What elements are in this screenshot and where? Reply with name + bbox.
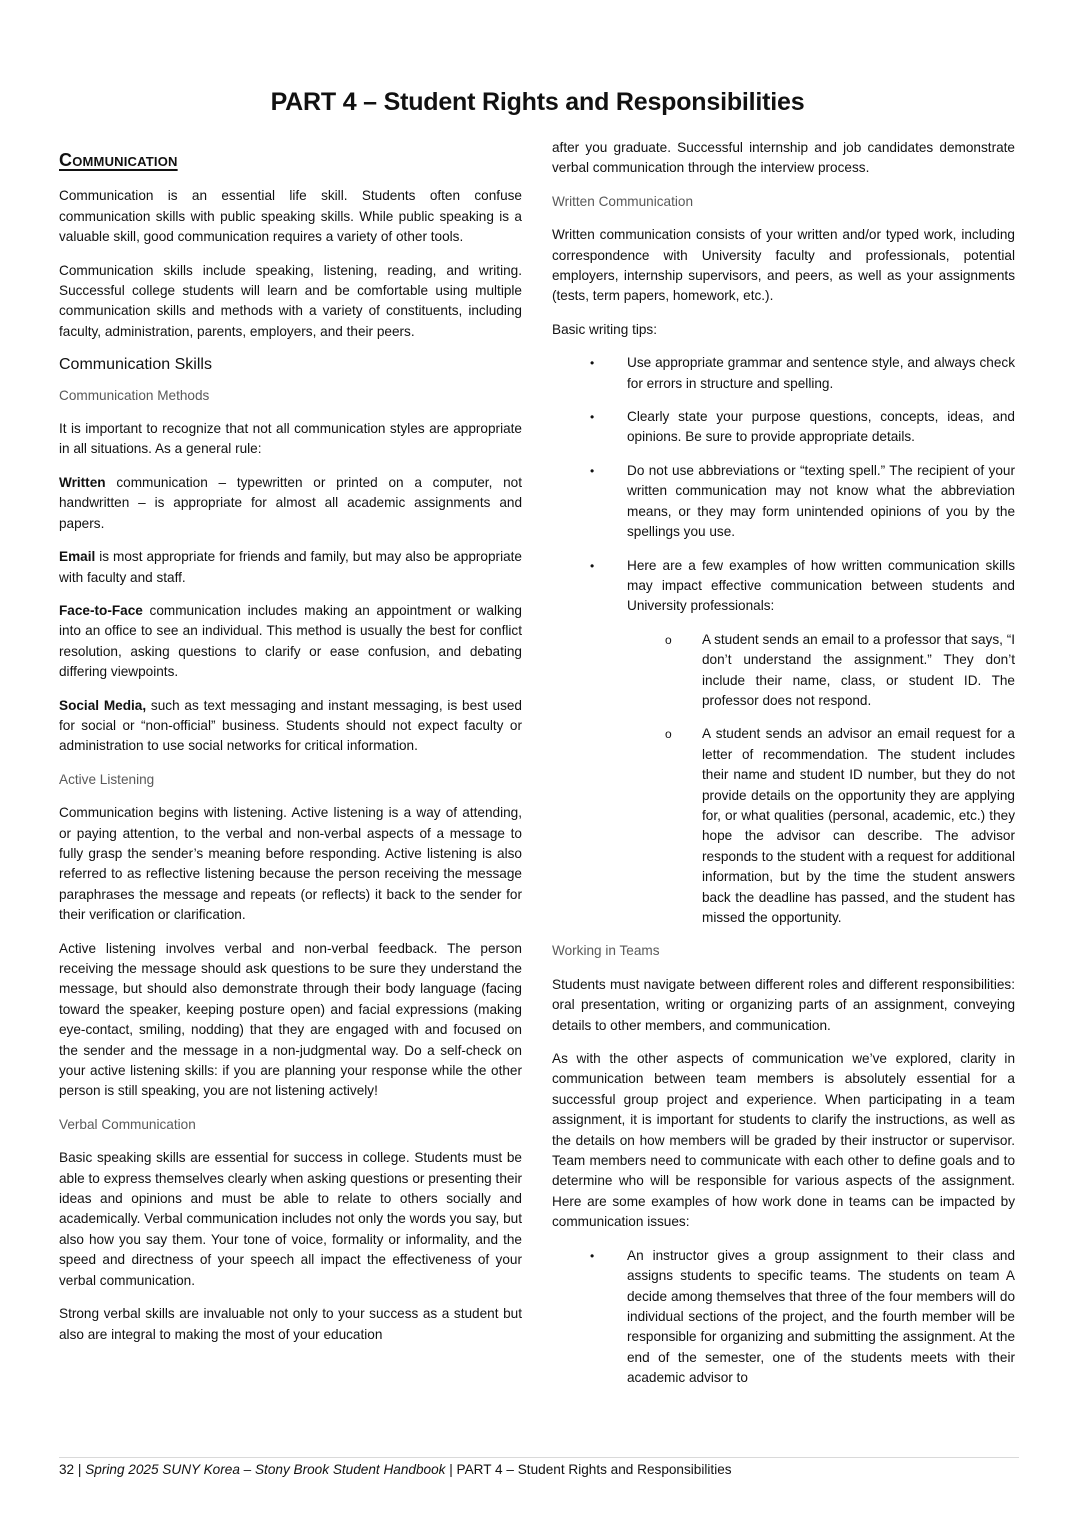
teams-paragraph-2: As with the other aspects of communication we’ve explored, clarity in communication between team members is absolutely essential for a successful group project and experience. When participating in a team assignment, it is important for students to clarify the instructions, as well as the details on how members will be graded by their instructor or supervisor. Team members need to communicate with each other to define goals and to determine who will be responsible for various aspects of the assignment. Here are some examples of how work done in teams can be impacted by communication issues: [552, 1051, 1015, 1230]
left-column [59, 138, 522, 1358]
method-term: Email [59, 549, 96, 565]
list-item-text: Do not use abbreviations or “texting spell.” The recipient of your written communication may not know what the abbreviation means, or they may form unintended opinions of you by the spellings you use. [627, 462, 1015, 540]
method-text: such as text messaging and instant messaging, is best used for social or “non-official” business. Students should not expect faculty or administration to use social networks for critical information. [59, 697, 522, 754]
method-term: Face-to-Face [59, 602, 143, 618]
method-social-media [59, 696, 522, 757]
list-item [552, 461, 1015, 543]
footer-section: PART 4 – Student Rights and Responsibilities [456, 1462, 732, 1477]
page-title: PART 4 – Student Rights and Responsibilities [270, 88, 805, 116]
intro-paragraph-1: Communication is an essential life skill. Students often confuse communication skills with public speaking skills. While public speaking is a valuable skill, good communication requires a variety of other tools. [59, 188, 522, 245]
sub-list-item-text: A student sends an advisor an email request for a letter of recommendation. The student includes their name and student ID number, but they do not provide details on the opportunity they are applying for, or what qualities (personal, academic, etc.) they hope the advisor can describe. The advisor responds to the student with a request for additional information, but by the time the student answers back the deadline has passed, and the student has missed the opportunity. [702, 726, 1015, 925]
verbal-paragraph-2-continued: after you graduate. Successful internship and job candidates demonstrate verbal communication through the interview process. [552, 140, 1015, 176]
bullet-icon: • [590, 558, 595, 573]
teams-paragraph-1: Students must navigate between different roles and different responsibilities: oral presentation, writing or organizing parts of an assignment, conveying details to other members, and communication. [552, 976, 1015, 1033]
footer-separator: | [74, 1462, 86, 1477]
list-item [552, 407, 1015, 448]
page-footer [59, 1457, 1019, 1477]
sub-list-item-text: A student sends an email to a professor that says, “I don’t understand the assignment.” They don’t include their name, class, or student ID. The professor does not respond. [702, 631, 1015, 708]
written-examples-list [627, 630, 1015, 929]
circle-bullet-icon: o [665, 632, 672, 647]
list-item-text: Here are a few examples of how written communication skills may impact effective communication between students and University professionals: [627, 557, 1015, 614]
sub-list-item [627, 724, 1015, 928]
method-face-to-face [59, 601, 522, 683]
verbal-paragraph-1: Basic speaking skills are essential for success in college. Students must be able to express themselves clearly when asking questions or presenting their ideas and opinions and must be able to relate to others socially and academically. Verbal communication includes not only the words you say, but also how you say them. Your tone of voice, formality or informality, and the speed and directness of your speech all impact the effectiveness of your verbal communication. [59, 1150, 522, 1288]
active-listening-paragraph-2: Active listening involves verbal and non-verbal feedback. The person receiving the message should ask questions to be sure they understand the message, but should also demonstrate through their body language (facing toward the speaker, keeping posture open) and facial expressions (making eye-contact, smiling, nodding) that they are engaged with and focused on the sender and the message in a non-judgmental way. Do a self-check on your active listening skills: if you are planning your response while the other person is still speaking, you are not listening actively! [59, 940, 522, 1099]
bullet-icon: • [590, 463, 595, 478]
verbal-paragraph-2: Strong verbal skills are invaluable not only to your success as a student but also are integral to making the most of your education [59, 1306, 522, 1342]
team-examples-list [552, 1246, 1015, 1389]
section-heading-communication: Communication [59, 150, 178, 170]
heading-verbal-communication: Verbal Communication [59, 1116, 196, 1132]
circle-bullet-icon: o [665, 727, 672, 742]
handbook-title: Spring 2025 SUNY Korea – Stony Brook Student Handbook [85, 1462, 446, 1477]
list-item [552, 1246, 1015, 1389]
list-item-text: Clearly state your purpose questions, concepts, ideas, and opinions. Be sure to provide appropriate details. [627, 409, 1015, 445]
method-written [59, 473, 522, 534]
method-email [59, 547, 522, 588]
method-term: Social Media, [59, 697, 147, 713]
bullet-icon: • [590, 1248, 595, 1263]
bullet-icon: • [590, 356, 595, 371]
right-column [552, 138, 1015, 1402]
list-item-text: An instructor gives a group assignment to their class and assigns students to specific teams. The students on team A decide among themselves that three of the four members will do individual sections of the project, and the fourth member will be responsible for organizing and submitting the assignment. At the end of the semester, one of the students meets with their academic advisor to [627, 1247, 1015, 1386]
footer-separator: | [445, 1462, 457, 1477]
heading-communication-methods: Communication Methods [59, 387, 210, 403]
method-term: Written [59, 474, 106, 490]
sub-list-item [627, 630, 1015, 712]
heading-working-in-teams: Working in Teams [552, 943, 660, 959]
list-item [552, 353, 1015, 394]
heading-written-communication: Written Communication [552, 193, 694, 209]
method-text: communication includes making an appointment or walking into an office to see an individual. This method is usually the best for conflict resolution, asking questions to clarify or ease confusion, and debating differing viewpoints. [59, 602, 522, 680]
heading-communication-skills: Communication Skills [59, 356, 212, 374]
method-text: is most appropriate for friends and family, but may also be appropriate with faculty and staff. [59, 549, 522, 585]
active-listening-paragraph-1: Communication begins with listening. Active listening is a way of attending, or paying attention, to the verbal and non-verbal aspects of a message to fully grasp the sender’s meaning before responding. Active listening is also referred to as reflective listening because the person receiving the message paraphrases the message and repeats (or reflects) it back to the sender for their verification or clarification. [59, 805, 522, 923]
list-item-text: Use appropriate grammar and sentence style, and always check for errors in structure and spelling. [627, 355, 1015, 391]
writing-tips-list [552, 353, 1015, 928]
written-paragraph-1: Written communication consists of your written and/or typed work, including correspondence with University faculty and professionals, potential employers, internship supervisors, and peers, as well as your assignments (tests, term papers, homework, etc.). [552, 227, 1015, 304]
intro-paragraph-2: Communication skills include speaking, listening, reading, and writing. Successful college students will learn and be comfortable using multiple communication skills and methods with a variety of constituents, including faculty, administration, parents, employers, and their peers. [59, 262, 522, 339]
list-item [552, 556, 1015, 929]
methods-intro: It is important to recognize that not all communication styles are appropriate in all situations. As a general rule: [59, 421, 522, 457]
bullet-icon: • [590, 410, 595, 425]
writing-tips-label: Basic writing tips: [552, 321, 658, 337]
page-number: 32 [59, 1462, 75, 1477]
method-text: communication – typewritten or printed on a computer, not handwritten – is appropriate for almost all academic assignments and papers. [59, 474, 522, 531]
heading-active-listening: Active Listening [59, 771, 155, 787]
